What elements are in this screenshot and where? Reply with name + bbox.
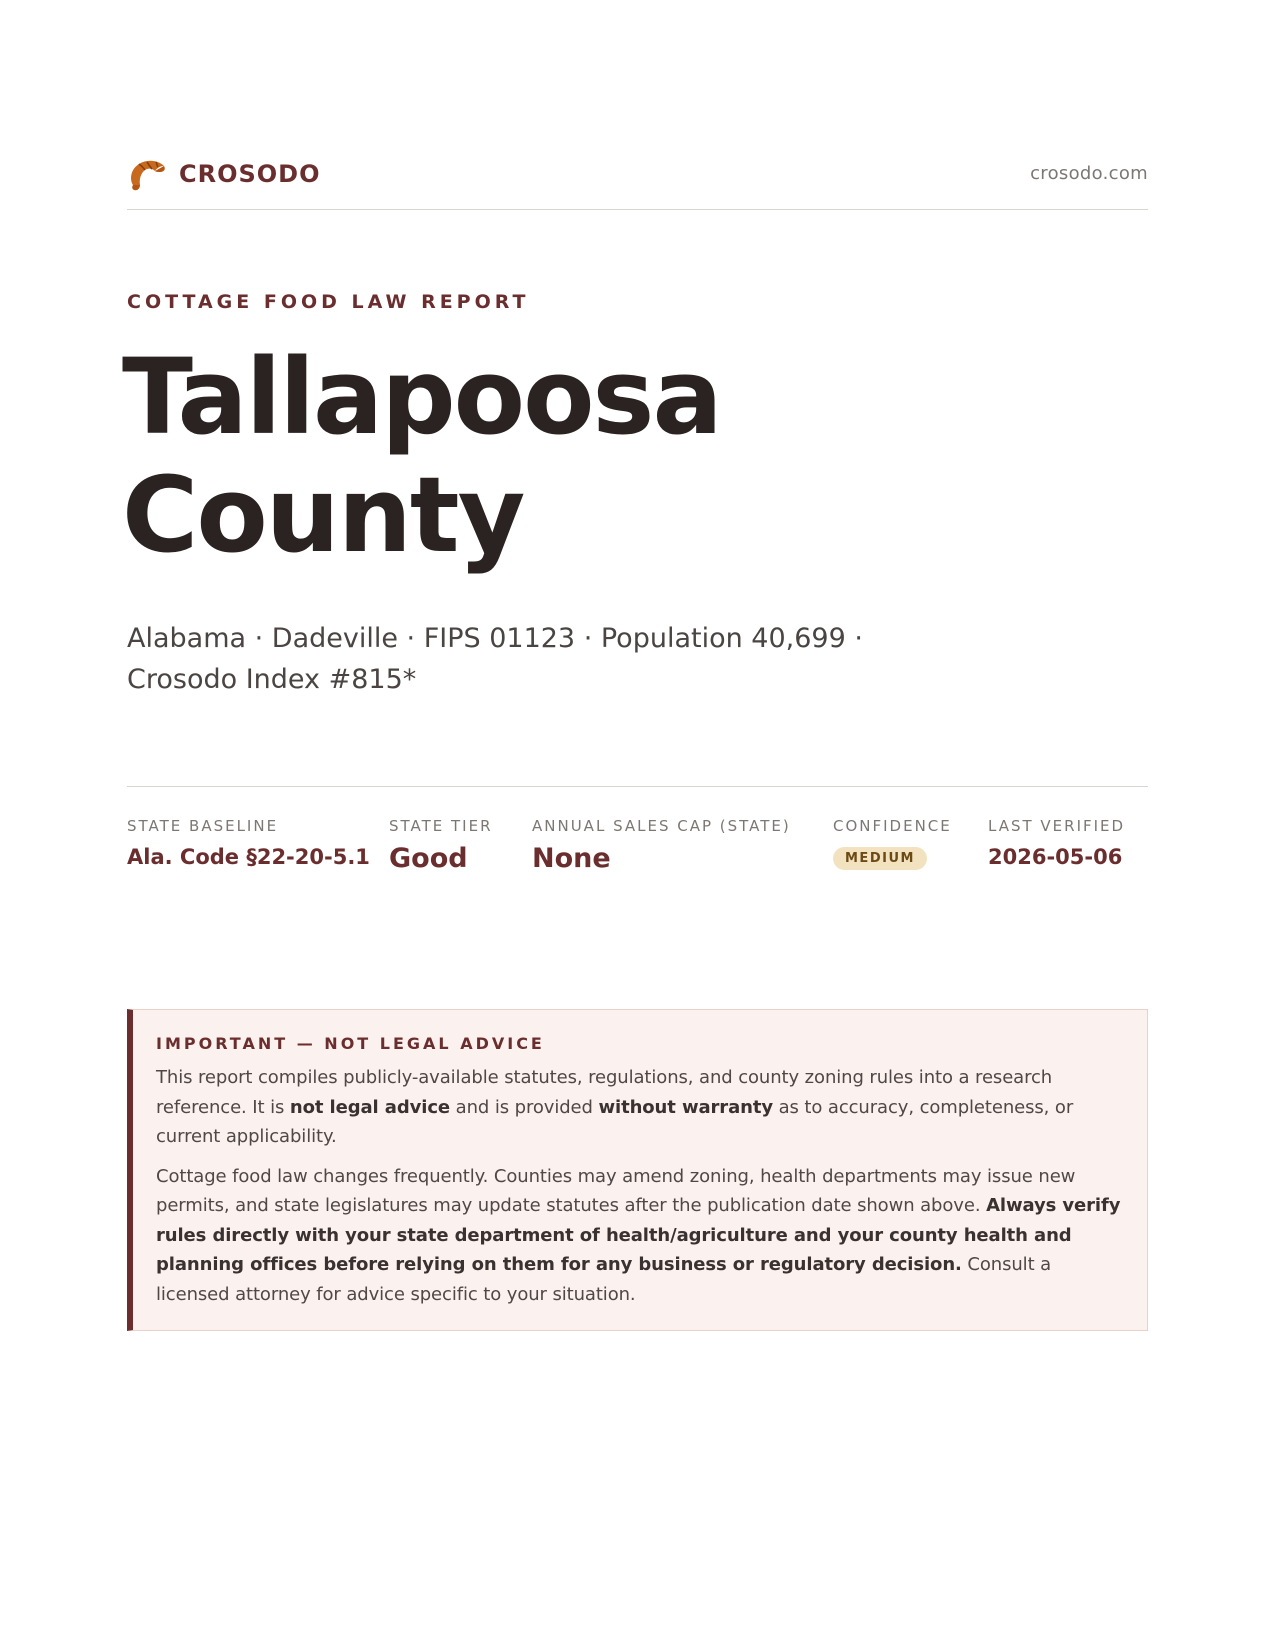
legal-disclaimer	[127, 1009, 1148, 1331]
subtitle-line-2: Crosodo Index #815*	[127, 664, 417, 695]
disclaimer-heading: IMPORTANT — NOT LEGAL ADVICE	[156, 1034, 545, 1053]
stat-sales-cap	[532, 817, 791, 874]
stat-state-tier	[389, 817, 493, 874]
stat-confidence	[833, 817, 952, 870]
text: as to accuracy, completeness, or current applicability.	[156, 1096, 1074, 1147]
page-title	[122, 338, 1022, 574]
site-url-link[interactable]: crosodo.com	[1030, 163, 1148, 184]
stat-value: Ala. Code §22-20-5.1	[127, 845, 370, 869]
subtitle-line-1: Alabama · Dadeville · FIPS 01123 · Population 40,699 ·	[127, 623, 863, 654]
stats-row	[127, 786, 1148, 886]
text: and is provided	[450, 1096, 599, 1118]
emphasis: Always verify rules directly with your state department of health/agriculture and your county health and planning offices before relying on them for any business or regulatory decision.	[156, 1195, 1121, 1275]
stat-label: STATE TIER	[389, 817, 493, 835]
stat-label: STATE BASELINE	[127, 817, 279, 835]
confidence-badge: MEDIUM	[833, 847, 927, 870]
stat-last-verified	[988, 817, 1125, 869]
emphasis: not legal advice	[289, 1096, 451, 1118]
text: This report compiles publicly-available statutes, regulations, and county zoning rules into a research reference. It is	[156, 1067, 1053, 1118]
stat-label: LAST VERIFIED	[988, 817, 1126, 835]
stat-label: ANNUAL SALES CAP (STATE)	[532, 817, 791, 835]
brand-name: CROSODO	[179, 160, 321, 188]
report-eyebrow: COTTAGE FOOD LAW REPORT	[127, 291, 530, 313]
stat-value: Good	[389, 843, 468, 874]
disclaimer-paragraph-1	[156, 1063, 1123, 1152]
stat-value: 2026-05-06	[988, 845, 1123, 869]
text: Cottage food law changes frequently. Counties may amend zoning, health departments may issue new permits, and state legislatures may update statutes after the publication date shown above.	[156, 1165, 1076, 1216]
stat-state-baseline	[127, 817, 370, 869]
text: Consult a licensed attorney for advice specific to your situation.	[156, 1254, 1052, 1305]
disclaimer-paragraph-2	[156, 1162, 1123, 1310]
title-line-1: Tallapoosa	[122, 336, 721, 458]
title-line-2: County	[122, 454, 524, 576]
county-subtitle	[127, 618, 887, 700]
brand[interactable]	[127, 155, 321, 193]
stat-value: None	[532, 843, 611, 874]
stat-label: CONFIDENCE	[833, 817, 952, 835]
page-header	[127, 155, 1148, 210]
emphasis: without warranty	[598, 1096, 773, 1118]
croissant-icon	[127, 155, 167, 193]
